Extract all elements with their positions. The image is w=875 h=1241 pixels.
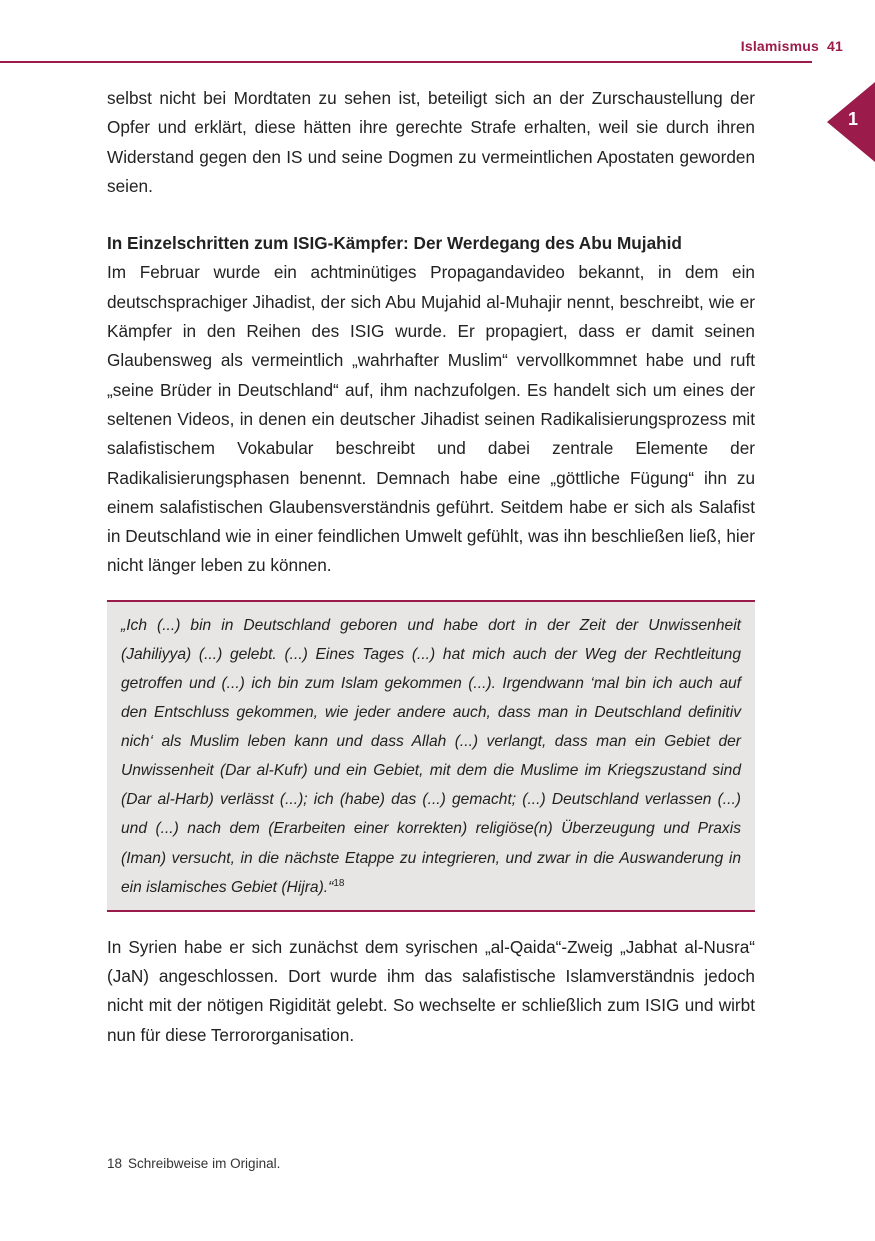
quote-text: „Ich (...) bin in Deutschland geboren und habe dort in der Zeit der Unwissenheit (Jahiliyya) (...) gelebt. (...) Eines Tages (...) hat mich auch der Weg der Rechtleitung getroffen und (...) ich bin zum Islam gekommen (...). Irgendwann ‘mal bin ich auch auf den Entschluss gekommen, wie jeder andere auch, dass man in Deutschland definitiv nich‘ als Muslim leben kann und dass Allah (...) verlangt, dass man ein Gebiet der Unwissenheit (Dar al-Kufr) und ein Gebiet, mit dem die Muslime im Kriegszustand sind (Dar al-Harb) verlässt (...); ich (habe) das (...) gemacht; (...) Deutschland verlassen (...) und (...) nach dem (Erarbeiten einer korrekten) religiöse(n) Überzeugung und Praxis (Iman) versucht, in die nächste Etappe zu integrieren, und zwar in die Auswanderung in ein islamisches Gebiet (Hijra).“	[121, 616, 741, 896]
footnote-text: Schreibweise im Original.	[128, 1156, 281, 1171]
header-rule	[0, 61, 812, 63]
page-body	[107, 84, 755, 1050]
footnote	[107, 1156, 280, 1171]
quote-text-block	[121, 611, 741, 902]
page-number: 41	[827, 38, 843, 54]
section-heading: In Einzelschritten zum ISIG-Kämpfer: Der Werdegang des Abu Mujahid	[107, 233, 682, 254]
footnote-reference[interactable]: 18	[333, 877, 345, 889]
running-header	[741, 38, 843, 54]
section-title: Islamismus	[740, 38, 820, 54]
footnote-number: 18	[107, 1156, 123, 1171]
closing-paragraph: In Syrien habe er sich zunächst dem syrischen „al-Qaida“-Zweig „Jabhat al-Nusra“ (JaN) angeschlossen. Dort wurde ihm das salafistische Islamverständnis jedoch nicht mit der nötigen Rigidität gelebt. So wechselte er schließlich zum ISIG und wirbt nun für diese Terrororganisation.	[107, 936, 755, 1045]
chapter-number: 1	[847, 109, 858, 129]
intro-paragraph: selbst nicht bei Mordtaten zu sehen ist, beteiligt sich an der Zurschaustellung der Opfer und erklärt, diese hätten ihre gerechte Strafe erhalten, weil sie durch ihren Widerstand gegen den IS und seine Dogmen zu vermeintlichen Apostaten geworden seien.	[107, 88, 755, 196]
quote-box	[107, 600, 755, 912]
main-paragraph: Im Februar wurde ein achtminütiges Propagandavideo bekannt, in dem ein deutschsprachiger Jihadist, der sich Abu Mujahid al-Muhajir nennt, beschreibt, wie er Kämpfer in den Reihen des ISIG wurde. Er propagiert, dass er damit seinen Glaubensweg als vermeintlich „wahrhafter Muslim“ vervollkommnet habe und ruft „seine Brüder in Deutschland“ auf, ihm nachzufolgen. Es handelt sich um eines der seltenen Videos, in denen ein deutscher Jihadist seinen Radikalisierungsprozess mit salafistischem Vokabular beschreibt und dabei zentrale Elemente der Radikalisierungsphasen benennt. Demnach habe eine „göttliche Fügung“ ihn zu einem salafistischen Glaubensverständnis geführt. Seitdem habe er sich als Salafist in Deutschland wie in einer feindlichen Umwelt gefühlt, was ihn beschließen ließ, hier nicht länger leben zu können.	[107, 262, 755, 576]
